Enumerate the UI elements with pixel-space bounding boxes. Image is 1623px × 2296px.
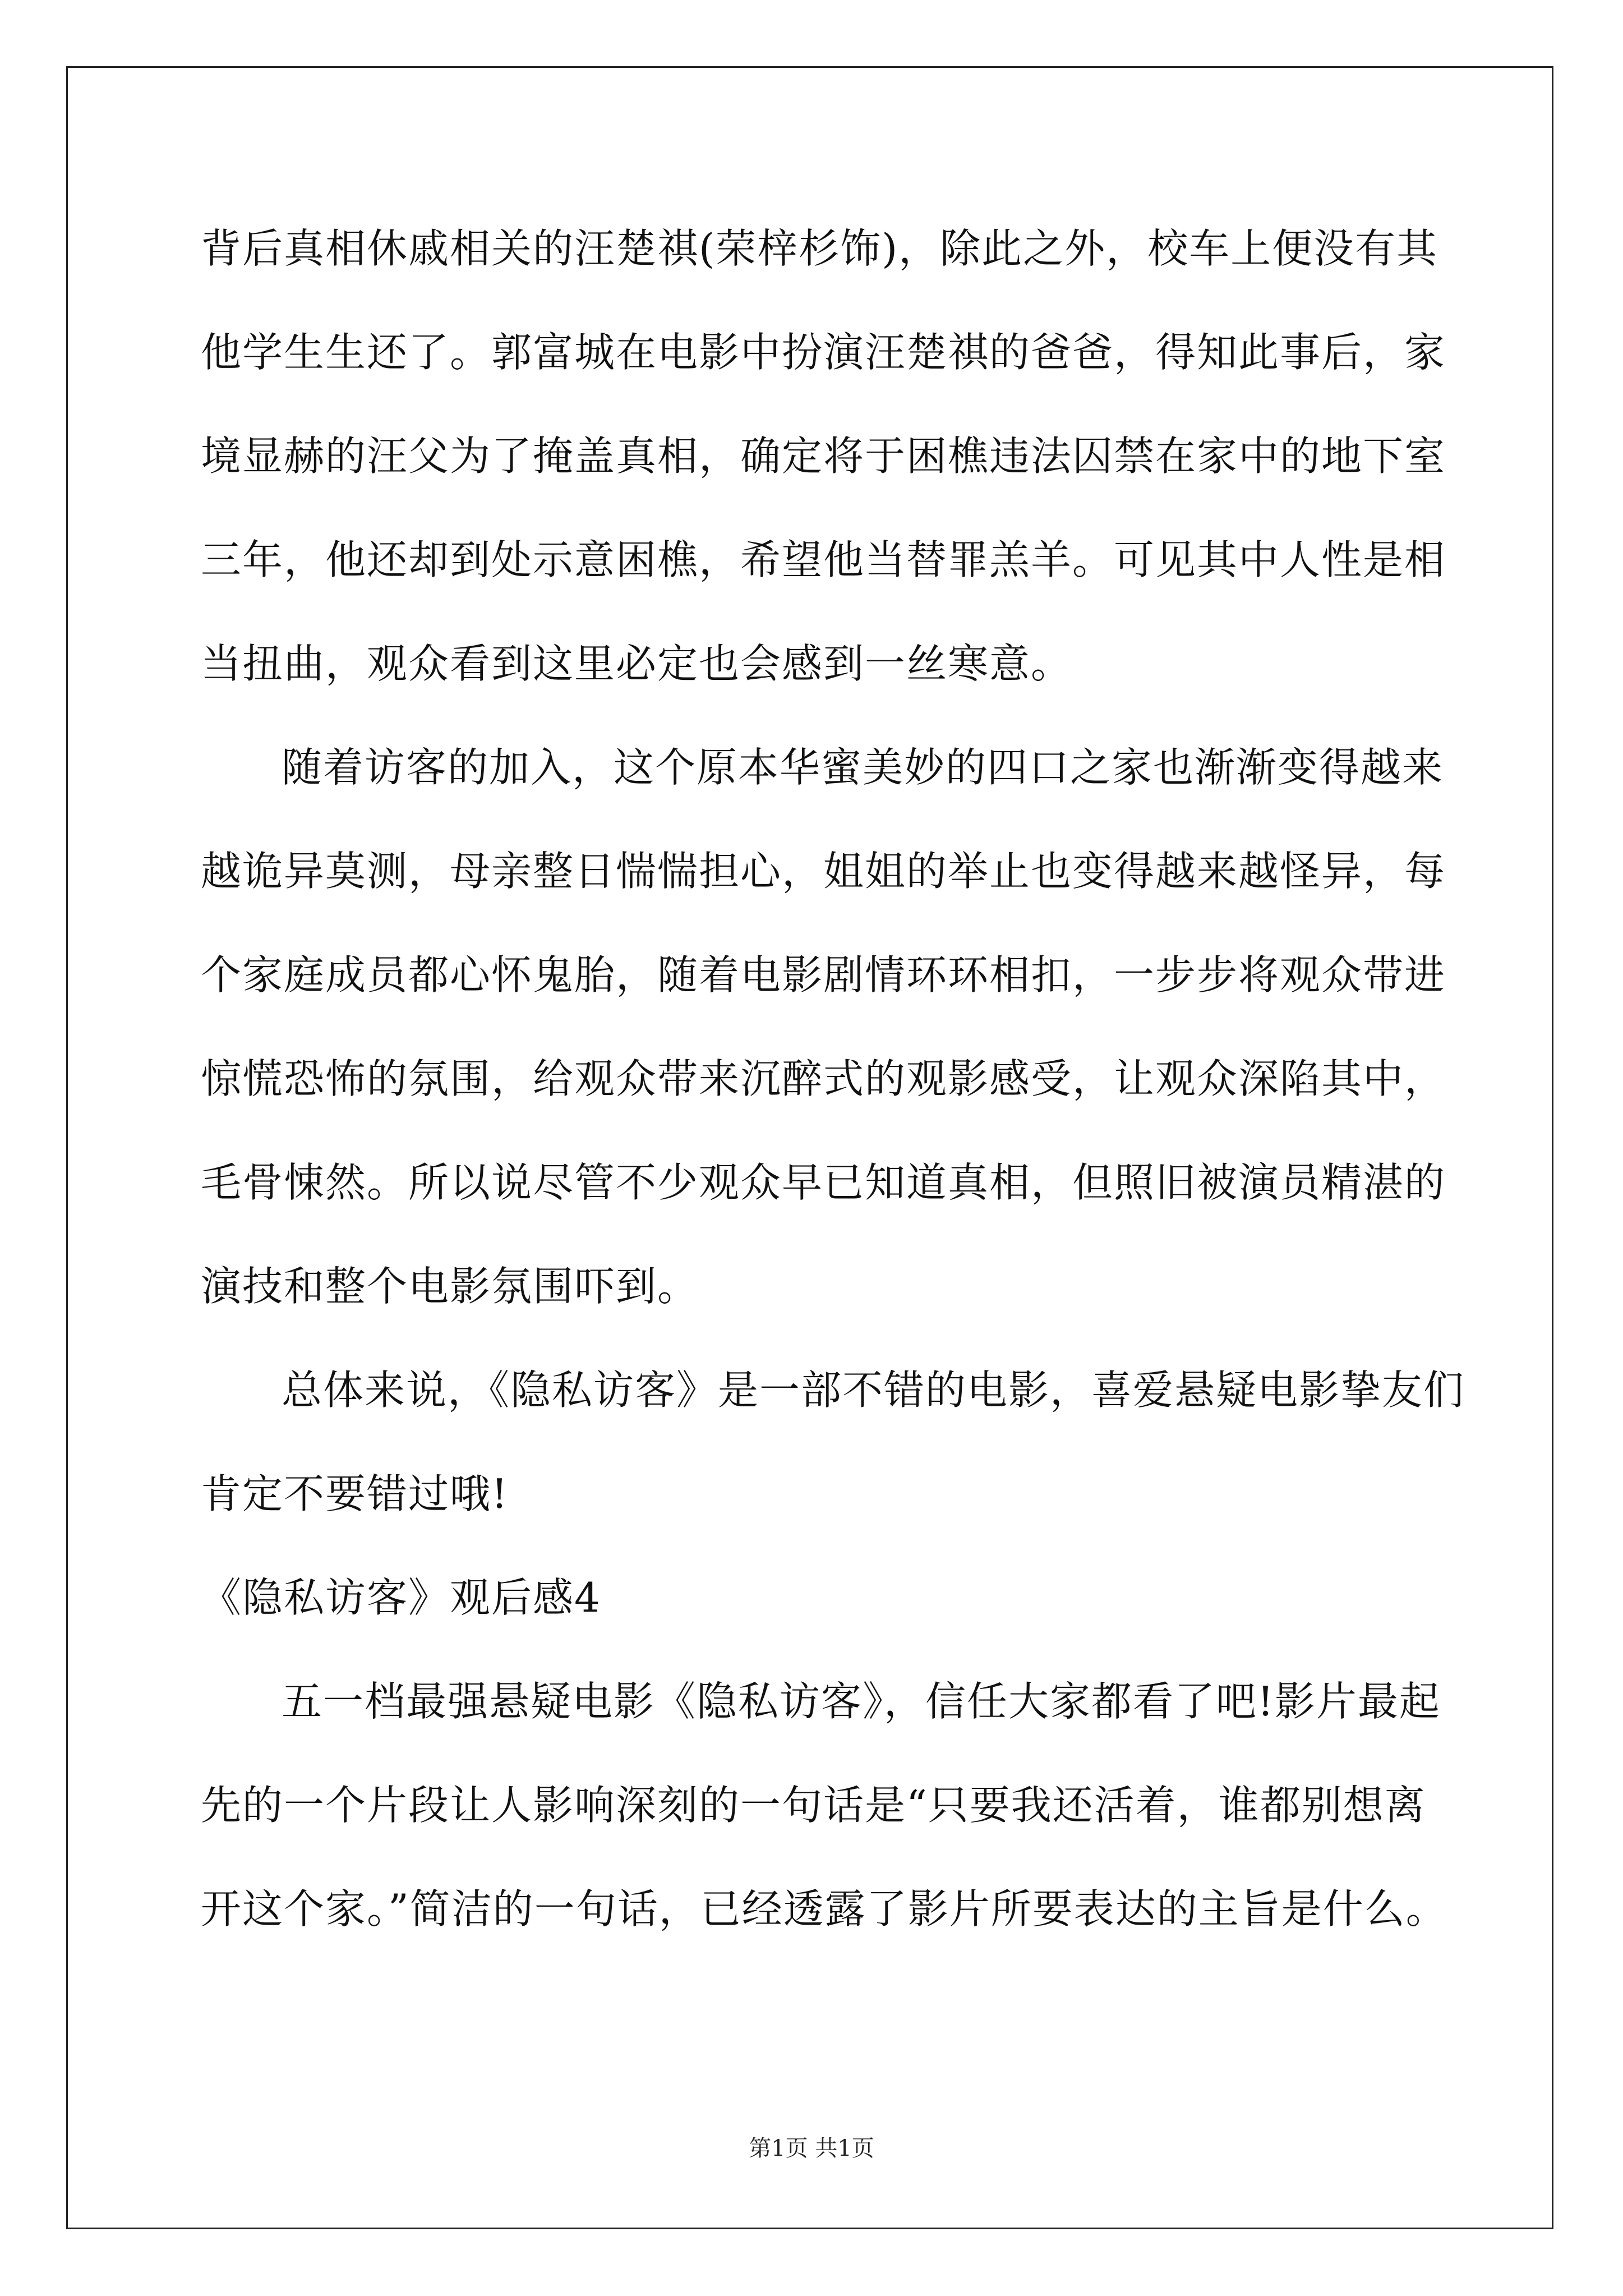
paragraph-line: 随着访客的加入，这个原本华蜜美妙的四口之家也渐渐变得越来 [282, 744, 1444, 791]
paragraph-line: 毛骨悚然。所以说尽管不少观众早已知道真相，但照旧被演员精湛的 [201, 1159, 1446, 1206]
paragraph-line: 个家庭成员都心怀鬼胎，随着电影剧情环环相扣，一步步将观众带进 [201, 951, 1446, 999]
paragraph-line: 肯定不要错过哦! [201, 1470, 509, 1517]
paragraph-line: 总体来说，《隐私访客》是一部不错的电影，喜爱悬疑电影挚友们 [282, 1366, 1465, 1414]
page-number-footer: 第1页 共1页 [749, 2136, 874, 2161]
paragraph-line: 背后真相休戚相关的汪楚祺(荣梓杉饰)，除此之外，校车上便没有其 [201, 225, 1438, 272]
paragraph-line: 三年，他还却到处示意困樵，希望他当替罪羔羊。可见其中人性是相 [201, 536, 1446, 583]
paragraph-line: 先的一个片段让人影响深刻的一句话是“只要我还活着，谁都别想离 [201, 1782, 1426, 1829]
paragraph-line: 演技和整个电影氛围吓到。 [201, 1263, 699, 1310]
paragraph-line: 当扭曲，观众看到这里必定也会感到一丝寒意。 [201, 640, 1073, 687]
paragraph-line: 他学生生还了。郭富城在电影中扮演汪楚祺的爸爸，得知此事后，家 [201, 329, 1446, 376]
paragraph-line: 五一档最强悬疑电影《隐私访客》，信任大家都看了吧!影片最起 [282, 1678, 1441, 1725]
paragraph-line: 越诡异莫测，母亲整日惴惴担心，姐姐的举止也变得越来越怪异，每 [201, 848, 1446, 895]
paragraph-line: 惊慌恐怖的氛围，给观众带来沉醉式的观影感受，让观众深陷其中， [201, 1055, 1446, 1102]
paragraph-line: 境显赫的汪父为了掩盖真相，确定将于困樵违法囚禁在家中的地下室 [201, 432, 1446, 480]
paragraph-line: 开这个家。”简洁的一句话，已经透露了影片所要表达的主旨是什么。 [201, 1885, 1447, 1932]
section-heading: 《隐私访客》观后感4 [201, 1574, 601, 1621]
